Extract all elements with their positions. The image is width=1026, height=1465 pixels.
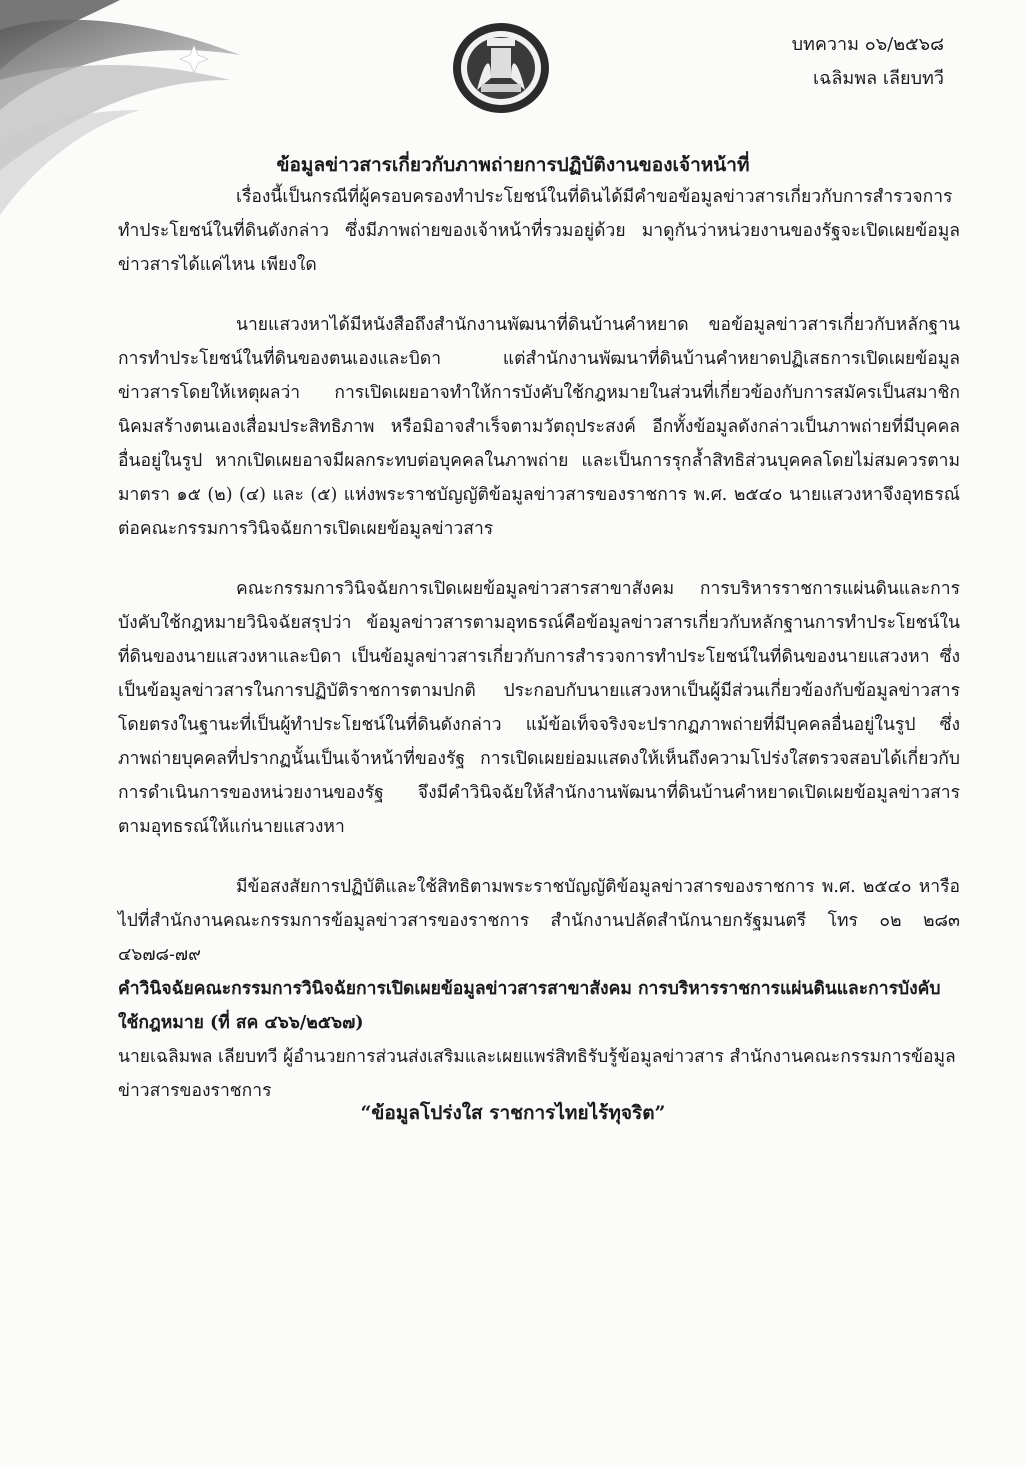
document-title: ข้อมูลข่าวสารเกี่ยวกับภาพถ่ายการปฏิบัติงานของเจ้าหน้าที่ bbox=[276, 154, 750, 176]
closing-slogan: “ข้อมูลโปร่งใส ราชการไทยไร้ทุจริต” bbox=[360, 1102, 666, 1124]
author-credit: นายเฉลิมพล เลียบทวี ผู้อำนวยการส่วนส่งเสริมและเผยแพร่สิทธิรับรู้ข้อมูลข่าวสาร สำนักงานคณะกรรมการข้อมูลข่าวสารของราชการ bbox=[118, 1047, 956, 1101]
document-body bbox=[118, 180, 960, 1108]
article-header bbox=[792, 28, 944, 96]
ruling-reference: คำวินิจฉัยคณะกรรมการวินิจฉัยการเปิดเผยข้อมูลข่าวสารสาขาสังคม การบริหารราชการแผ่นดินและการบังคับใช้กฎหมาย (ที่ สค ๔๖๖/๒๕๖๗) bbox=[118, 979, 941, 1033]
paragraph-facts: นายแสวงหาได้มีหนังสือถึงสำนักงานพัฒนาที่ดินบ้านคำหยาด ขอข้อมูลข่าวสารเกี่ยวกับหลักฐานการทำประโยชน์ในที่ดินของตนเองและบิดา แต่สำนักงานพัฒนาที่ดินบ้านคำหยาดปฏิเสธการเปิดเผยข้อมูลข่าวสารโดยให้เหตุผลว่า การเปิดเผยอาจทำให้การบังคับใช้กฎหมายในส่วนที่เกี่ยวข้องกับการสมัครเป็นสมาชิกนิคมสร้างตนเองเสื่อมประสิทธิภาพ หรือมิอาจสำเร็จตามวัตถุประสงค์ อีกทั้งข้อมูลดังกล่าวเป็นภาพถ่ายที่มีบุคคลอื่นอยู่ในรูป หากเปิดเผยอาจมีผลกระทบต่อบุคคลในภาพถ่าย และเป็นการรุกล้ำสิทธิส่วนบุคคลโดยไม่สมควรตามมาตรา ๑๕ (๒) (๔) และ (๕) แห่งพระราชบัญญัติข้อมูลข่าวสารของราชการ พ.ศ. ๒๕๔๐ นายแสวงหาจึงอุทธรณ์ต่อคณะกรรมการวินิจฉัยการเปิดเผยข้อมูลข่าวสาร bbox=[118, 315, 960, 539]
paragraph-ruling: คณะกรรมการวินิจฉัยการเปิดเผยข้อมูลข่าวสารสาขาสังคม การบริหารราชการแผ่นดินและการบังคับใช้กฎหมายวินิจฉัยสรุปว่า ข้อมูลข่าวสารตามอุทธรณ์คือข้อมูลข่าวสารเกี่ยวกับหลักฐานการทำประโยชน์ในที่ดินของนายแสวงหาและบิดา เป็นข้อมูลข่าวสารเกี่ยวกับการสำรวจการทำประโยชน์ในที่ดินของนายแสวงหา ซึ่งเป็นข้อมูลข่าวสารในการปฏิบัติราชการตามปกติ ประกอบกับนายแสวงหาเป็นผู้มีส่วนเกี่ยวข้องกับข้อมูลข่าวสารโดยตรงในฐานะที่เป็นผู้ทำประโยชน์ในที่ดินดังกล่าว แม้ข้อเท็จจริงจะปรากฏภาพถ่ายที่มีบุคคลอื่นอยู่ในรูป ซึ่งภาพถ่ายบุคคลที่ปรากฏนั้นเป็นเจ้าหน้าที่ของรัฐ การเปิดเผยย่อมแสดงให้เห็นถึงความโปร่งใสตรวจสอบได้เกี่ยวกับการดำเนินการของหน่วยงานของรัฐ จึงมีคำวินิจฉัยให้สำนักงานพัฒนาที่ดินบ้านคำหยาดเปิดเผยข้อมูลข่าวสารตามอุทธรณ์ให้แก่นายแสวงหา bbox=[118, 579, 960, 837]
article-author: เฉลิมพล เลียบทวี bbox=[812, 68, 944, 89]
paragraph-intro: เรื่องนี้เป็นกรณีที่ผู้ครอบครองทำประโยชน์ในที่ดินได้มีคำขอข้อมูลข่าวสารเกี่ยวกับการสำรวจการทำประโยชน์ในที่ดินดังกล่าว ซึ่งมีภาพถ่ายของเจ้าหน้าที่รวมอยู่ด้วย มาดูกันว่าหน่วยงานของรัฐจะเปิดเผยข้อมูลข่าวสารได้แค่ไหน เพียงใด bbox=[118, 187, 960, 275]
paragraph-contact: มีข้อสงสัยการปฏิบัติและใช้สิทธิตามพระราชบัญญัติข้อมูลข่าวสารของราชการ พ.ศ. ๒๕๔๐ หารือไปที่สำนักงานคณะกรรมการข้อมูลข่าวสารของราชการ สำนักงานปลัดสำนักนายกรัฐมนตรี โทร ๐๒ ๒๘๓ ๔๖๗๘-๗๙ bbox=[118, 877, 960, 965]
article-number: บทความ ๐๖/๒๕๖๘ bbox=[791, 34, 944, 55]
government-seal-emblem bbox=[447, 18, 555, 118]
